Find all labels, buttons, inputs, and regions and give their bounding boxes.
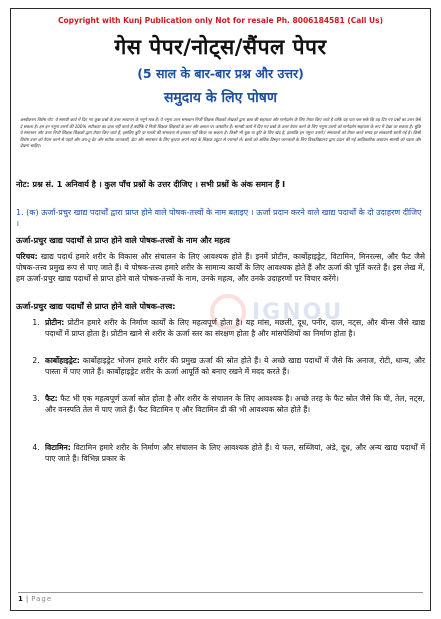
nutrient-name: प्रोटीन: [45,318,65,327]
page-number: 1 [18,595,23,603]
nutrient-list-heading: ऊर्जा-प्रचुर खाद्य पदार्थों से प्राप्त होने वाले पोषक-तत्त्व: [16,302,176,311]
watermark-mark: IGNOU [252,299,344,325]
nutrient-text: फैट भी एक महत्वपूर्ण ऊर्जा स्रोत होता है और शरीर के संचालन के लिए आवश्यक है। अच्छे तरह के फैट स्रोत जैसे कि घी, तेल, नट्स, और वनस्पति तेल में पाए जाते हैं। फैट विटामिन ए और विटामिन डी की भी आवश्यक स्रोत होते हैं। [45,394,425,414]
intro-label: परिचय: [16,252,38,261]
nutrient-text: कार्बोहाइड्रेट भोजन हमारे शरीर की प्रमुख ऊर्जा की स्रोत होते हैं। ये अच्छे खाद्य पदार्थों में जैसे कि अनाज, रोटी, धान्य, और पास्ता में पाए जाते हैं। कार्बोहाइड्रेट शरीर के ऊर्जा आपूर्ति को बनाए रखने में मदद करते हैं। [45,356,425,376]
nutrient-text: प्रोटीन हमारे शरीर के निर्माण कार्यों के लिए महत्वपूर्ण होता है। यह मांस, मछली, दूध, पनीर, दाल, नट्स, और बीन्स जैसे खाद्य पदार्थों में प्राप्त होता है। प्रोटीन खाने से शरीर के ऊर्जा स्तर का संरक्षण होता है और मांसपेशियों का निर्माण होता है। [45,318,425,338]
intro-text: खाद्य पदार्थ हमारे शरीर के विकास और संचालन के लिए आवश्यक होते हैं। इनमें प्रोटीन, कार्बोहाइड्रेट, विटामिन, मिनरल्स, और फैट जैसे पोषक-तत्त्व प्रमुख रूप से पाए जाते हैं। ये पोषक-तत्त्व हमारे शरीर के सामान्य कार्यों के लिए आवश्यक होते हैं और ऊर्जा की पूर्ति करते हैं। इस लेख में, हम ऊर्जा-प्रचुर खाद्य पदार्थों से प्राप्त होने वाले पोषक-तत्त्वों के नाम, उनके महत्व, और उनके उदाहरणों पर विचार करेंगे। [16,252,425,283]
nutrient-name: फैट: [45,394,58,403]
document-title: गेस पेपर/नोट्स/सैंपल पेपर [114,35,327,59]
nutrient-name: कार्बोहाइड्रेट: [45,356,80,365]
intro-paragraph [16,251,425,295]
footer-divider [18,592,423,593]
exam-instructions: नोट: प्रश्न सं. 1 अनिवार्य है । कुल पाँच प्रश्नों के उत्तर दीजिए । सभी प्रश्नों के अंक समान हैं I [16,180,286,189]
footer-separator: | [25,595,29,603]
subject-title: समुदाय के लिए पोषण [163,90,278,106]
list-item [42,355,425,388]
nutrient-name: विटामिन: [45,443,71,452]
list-item [42,442,425,464]
list-item [42,317,425,350]
document-subtitle: (5 साल के बार-बार प्रश्न और उत्तर) [137,66,304,81]
question-1a: 1. (क) ऊर्जा-प्रचुर खाद्य पदार्थों द्वारा प्राप्त होने वाले पोषक-तत्त्वों के नाम बताइए । ऊर्जा प्रदान करने वाले खाद्य पदार्थों के दो उदाहरण दीजिए । [16,208,422,228]
page-footer [18,595,52,603]
disclaimer-paragraph: अस्वीकरण विशेष नोट: ये सामग्री कार्य में दिए गए कुछ प्रश्नों के उत्तर सत्यापन के नमूने मात्र हैं। ये नमूना उत्तर समाधान निजी शिक्षक शिक्षकों लेखकों द्वारा छात्र की सहायता और मार्गदर्शन के लिए तैयार किए जाते हैं ताकि यह पता चल सके कि वह दिए गए प्रश्नों का उत्तर कैसे दे सकता है। हम इन नमूना उत्तरों की 100% सटीकता का दावा नहीं करते हैं क्योंकि ये निजी शिक्षक शिक्षकों के ज्ञान और क्षमता पर आधारित हैं। सामग्री कार्य में दिए गए प्रश्नों के उत्तर तैयार करने के लिए नमूना उत्तरों को मार्गदर्शन सहायता के रूप में देखा जा सकता है। चूंकि ये समाधान और उत्तर निजी शिक्षक शिक्षकों द्वारा तैयार किए जाते हैं, इसलिए त्रुटि या गलती की संभावना से इनकार नहीं किया जा सकता है। किसी भी चूक या त्रुटि के लिए खेद है, हालांकि इन नमूना उत्तरों / समाधानों को तैयार करते समय हर सावधानी बरती गई है। किसी विशेष उत्तर को तैयार करने से पहले और अप-टू-डेट और सटीक जानकारी, डेटा और समाधान के लिए कृपया अपने स्वयं के शिक्षक ट्यूटर से परामर्श लें। छात्रों को अधिक विस्तृत जानकारी के लिए विश्वविद्यालय द्वारा प्रदान की गई आधिकारिक अध्ययन सामग्री को पढ़ना और देखना चाहिए। [20,117,421,149]
list-item [42,393,425,437]
nutrient-text: विटामिन हमारे शरीर के निर्माण और संचालन के लिए आवश्यक होते हैं। ये फल, सब्जियां, अंडे, दूध, और अन्य खाद्य पदार्थों में पाए जाते हैं। विभिन्न प्रकार के [45,443,425,463]
page-label: Page [31,595,53,603]
copyright-banner: Copyright with Kunj Publication only Not for resale Ph. 8006184581 (Call Us) [57,16,384,25]
nutrient-list [16,317,425,464]
answer-heading: ऊर्जा-प्रचुर खाद्य पदार्थों से प्राप्त होने वाले पोषक-तत्त्वों के नाम और महत्व [16,236,230,245]
